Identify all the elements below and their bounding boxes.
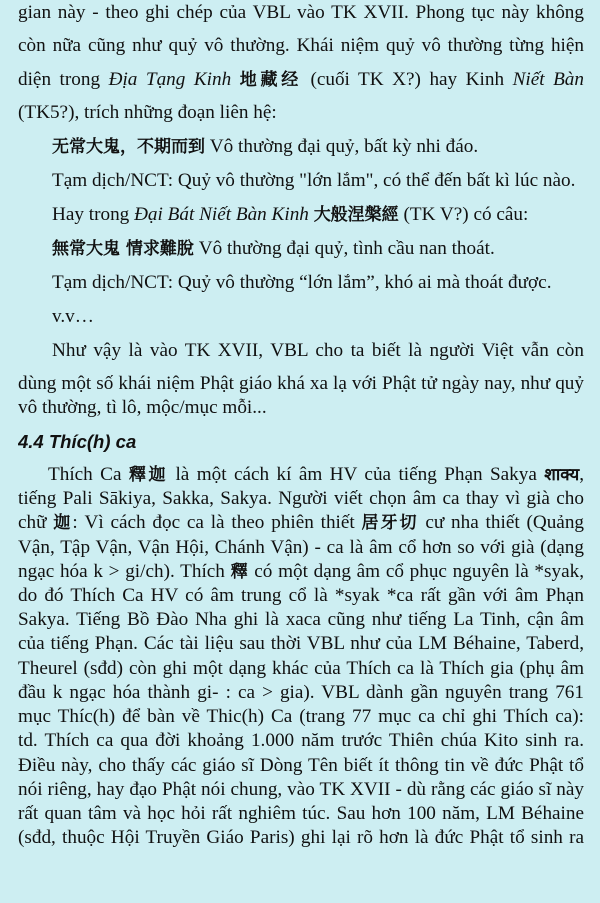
text-line-3: diện trong Địa Tạng Kinh 地藏经 (cuối TK X?) hay Kinh Niết Bàn [18, 69, 584, 90]
text-line-8: 無常大鬼 情求難脫 Vô thường đại quỷ, tình cầu nan thoát. [52, 238, 495, 259]
text-line-23: Theurel (sđd) còn ghi một dạng khác của Thích ca là Thích gia (phụ âm [18, 658, 584, 679]
text-line-7: Hay trong Đại Bát Niết Bàn Kinh 大般涅槃經 (TK V?) có câu: [52, 204, 529, 225]
section-heading: 4.4 Thíc(h) ca [18, 431, 137, 452]
text-line-11: Như vậy là vào TK XVII, VBL cho ta biết là người Việt vẫn còn [52, 340, 584, 361]
text-line-10: v.v… [52, 306, 94, 327]
text-line-24: đầu k ngạc hóa thành gi- : ca > gia). VBL dành gần nguyên trang 761 [18, 682, 584, 703]
text-line-9: Tạm dịch/NCT: Quỷ vô thường “lớn lắm”, khó ai mà thoát được. [52, 272, 552, 293]
text-line-13: vô thường, tì lô, mộc/mục mỗi... [18, 397, 267, 418]
text-line-12: dùng một số khái niệm Phật giáo khá xa lạ với Phật tử ngày nay, như quỷ [18, 373, 584, 394]
text-line-22: của tiếng Phạn. Các tài liệu sau thời VBL như của LM Béhaine, Taberd, [18, 633, 584, 654]
text-line-18: Vận, Tập Vận, Vận Hội, Chánh Vận) - ca là âm cổ hơn so với già (dạng [18, 537, 584, 558]
text-line-17: chữ 迦: Vì cách đọc ca là theo phiên thiết 居牙切 cư nha thiết (Quảng [18, 512, 584, 533]
text-line-25: mục Thíc(h) để bàn về Thic(h) Ca (trang 77 mục ca chỉ ghi Thích ca): [18, 706, 584, 727]
text-line-28: nói riêng, hay đạo Phật nói chung, vào TK XVII - dù rằng các giáo sĩ này [18, 779, 584, 800]
text-line-29: rất quan tâm và học hỏi rất nghiêm túc. Sau hơn 100 năm, LM Béhaine [18, 803, 584, 824]
text-line-2: còn nữa cũng như quỷ vô thường. Khái niệm quỷ vô thường từng hiện [18, 35, 584, 56]
text-line-4: (TK5?), trích những đoạn liên hệ: [18, 102, 277, 123]
text-line-20: do đó Thích Ca HV có âm trung cổ là *syak *ca rất gần với âm Phạn [18, 585, 584, 606]
text-line-30: (sđd, thuộc Hội Truyền Giáo Paris) ghi lại rõ hơn là đức Phật tổ sinh ra [18, 827, 584, 848]
text-line-26: td. Thích ca qua đời khoảng 1.000 năm trước Thiên chúa Kito sinh ra. [18, 730, 584, 751]
text-line-16: tiếng Pali Sākiya, Sakka, Sakya. Người viết chọn âm ca thay vì già cho [18, 488, 584, 509]
text-line-15: Thích Ca 釋迦 là một cách kí âm HV của tiếng Phạn Sakya शाक्य, [48, 464, 584, 485]
text-line-1: gian này - theo ghi chép của VBL vào TK XVII. Phong tục này không [18, 2, 584, 23]
text-line-6: Tạm dịch/NCT: Quỷ vô thường "lớn lắm", có thể đến bất kì lúc nào. [52, 170, 576, 191]
text-line-21: Sakya. Tiếng Bồ Đào Nha ghi là xaca cũng như tiếng La Tinh, cận âm [18, 609, 584, 630]
text-line-5: 无常大鬼，不期而到 Vô thường đại quỷ, bất kỳ nhi đáo. [52, 136, 479, 157]
text-line-19: ngạc hóa k > gi/ch). Thích 釋 có một dạng âm cổ phục nguyên là *syak, [18, 561, 584, 582]
text-line-27: Điều này, cho thấy các giáo sĩ Dòng Tên biết ít thông tin về đức Phật tổ [18, 755, 584, 776]
